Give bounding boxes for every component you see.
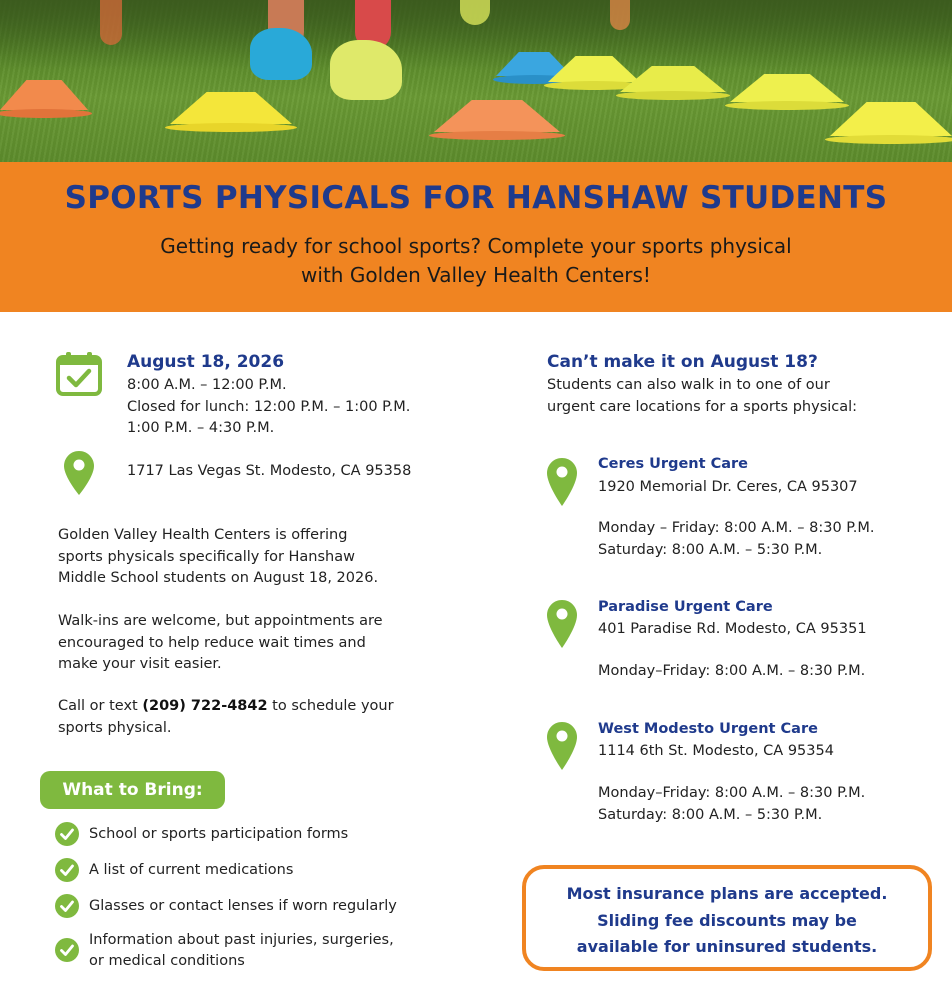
text-line: sports physical.	[58, 719, 172, 736]
location-address: 1920 Memorial Dr. Ceres, CA 95307	[598, 479, 858, 495]
list-item-text: A list of current medications	[89, 862, 294, 878]
text-line: Saturday: 8:00 A.M. – 5:30 P.M.	[598, 806, 823, 823]
page-subtitle	[0, 232, 952, 290]
player-shoe	[250, 28, 312, 80]
text-line: sports physicals specifically for Hanshaw	[58, 548, 355, 565]
insurance-callout	[522, 865, 932, 971]
text-line: Golden Valley Health Centers is offering	[58, 527, 348, 543]
calendar-check-icon	[55, 351, 103, 397]
call-suffix: to schedule your	[267, 698, 394, 714]
check-circle-icon	[55, 894, 79, 918]
title-banner	[0, 162, 952, 312]
hero-photo	[0, 0, 952, 162]
player-shoe	[330, 40, 402, 100]
location-name: West Modesto Urgent Care	[598, 721, 818, 737]
field-cone	[620, 66, 726, 100]
event-hours	[127, 375, 410, 440]
description-paragraph	[58, 525, 378, 590]
map-pin-icon	[546, 457, 578, 507]
text-line: available for uninsured students.	[576, 937, 878, 956]
walkin-paragraph	[58, 611, 383, 676]
event-hours-line: Closed for lunch: 12:00 P.M. – 1:00 P.M.	[127, 398, 411, 415]
location-hours	[598, 661, 865, 683]
page-title: SPORTS PHYSICALS FOR HANSHAW STUDENTS	[64, 180, 888, 216]
check-circle-icon	[55, 858, 79, 882]
location-name: Ceres Urgent Care	[598, 456, 748, 472]
list-item-text: or medical conditions	[89, 953, 245, 969]
text-line: Monday – Friday: 8:00 A.M. – 8:30 P.M.	[598, 520, 875, 536]
location-hours	[598, 518, 875, 561]
list-item-text: School or sports participation forms	[89, 826, 349, 842]
check-circle-icon	[55, 822, 79, 846]
what-to-bring-label: What to Bring:	[40, 771, 225, 809]
location-address: 401 Paradise Rd. Modesto, CA 95351	[598, 621, 867, 637]
event-hours-line: 1:00 P.M. – 4:30 P.M.	[127, 420, 275, 436]
text-line: Walk-ins are welcome, but appointments are	[58, 613, 383, 629]
text-line: urgent care locations for a sports physical:	[547, 398, 858, 415]
phone-number[interactable]: (209) 722-4842	[142, 698, 268, 714]
event-date: August 18, 2026	[127, 352, 285, 372]
location-name: Paradise Urgent Care	[598, 599, 773, 615]
map-pin-icon	[546, 721, 578, 771]
field-cone	[830, 102, 952, 144]
call-prefix: Call or text	[58, 698, 143, 714]
event-address: 1717 Las Vegas St. Modesto, CA 95358	[127, 463, 412, 479]
text-line: encouraged to help reduce wait times and	[58, 634, 366, 651]
list-item-text: Glasses or contact lenses if worn regularly	[89, 898, 397, 914]
text-line: make your visit easier.	[58, 656, 222, 672]
text-line: Students can also walk in to one of our	[547, 377, 830, 393]
text-line	[58, 696, 394, 718]
call-paragraph	[58, 696, 394, 739]
subtitle-line: Getting ready for school sports? Complete your sports physical	[160, 234, 792, 258]
text-line: Monday–Friday: 8:00 A.M. – 8:30 P.M.	[598, 663, 866, 679]
field-cone	[434, 100, 560, 140]
check-circle-icon	[55, 938, 79, 962]
text-line: Middle School students on August 18, 2026.	[58, 570, 379, 586]
alternate-intro	[547, 375, 857, 418]
map-pin-icon	[546, 599, 578, 649]
location-address: 1114 6th St. Modesto, CA 95354	[598, 743, 834, 759]
subtitle-line: with Golden Valley Health Centers!	[301, 263, 651, 287]
list-item-text: Information about past injuries, surgeries,	[89, 932, 394, 948]
text-line: Sliding fee discounts may be	[597, 910, 857, 930]
alternate-heading: Can’t make it on August 18?	[547, 352, 818, 372]
text-line: Monday–Friday: 8:00 A.M. – 8:30 P.M.	[598, 785, 866, 801]
location-hours	[598, 783, 865, 826]
player-leg	[610, 0, 630, 30]
event-hours-line: 8:00 A.M. – 12:00 P.M.	[127, 377, 287, 393]
field-cone	[170, 92, 292, 132]
text-line: Most insurance plans are accepted.	[566, 884, 888, 903]
field-cone	[0, 80, 88, 118]
player-leg	[100, 0, 122, 45]
field-cone	[730, 74, 844, 110]
map-pin-icon	[63, 450, 95, 496]
text-line: Saturday: 8:00 A.M. – 5:30 P.M.	[598, 541, 823, 558]
